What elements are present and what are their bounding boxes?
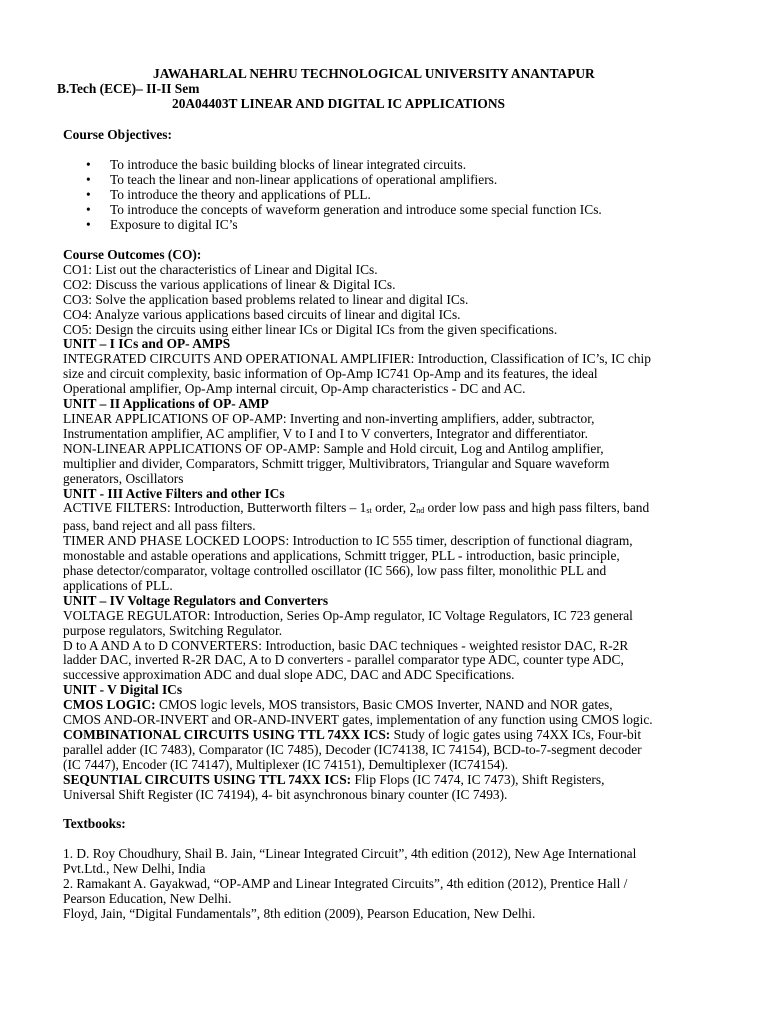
unit-5-title: UNIT - V Digital ICs bbox=[63, 682, 183, 698]
university-name: JAWAHARLAL NEHRU TECHNOLOGICAL UNIVERSITY ANANTAPUR bbox=[153, 66, 595, 81]
objective-item: • Exposure to digital IC’s bbox=[86, 216, 238, 232]
syllabus-body bbox=[63, 248, 653, 922]
program-semester: B.Tech (ECE)– II-II Sem bbox=[57, 81, 200, 96]
unit-5-sequential-text: SEQUNTIAL CIRCUITS USING TTL 74XX ICS: Flip Flops (IC 7474, IC 7473), Shift Registers, Universal Shift Register (IC 74194), 4- bit asynchronous binary counter (IC 7493). bbox=[63, 771, 605, 802]
outcome-item: CO5: Design the circuits using either linear ICs or Digital ICs from the given specifications. bbox=[63, 321, 558, 337]
unit-4-regulator-text: VOLTAGE REGULATOR: Introduction, Series Op-Amp regulator, IC Voltage Regulators, IC 723 general purpose regulators, Switching Regulator. bbox=[63, 607, 633, 638]
objective-item: • To introduce the concepts of waveform generation and introduce some special function ICs. bbox=[86, 201, 602, 217]
unit-1-text: INTEGRATED CIRCUITS AND OPERATIONAL AMPLIFIER: Introduction, Classification of IC’s, IC chip size and circuit complexity, basic information of Op-Amp IC741 Op-Amp and its features, the ideal Operational amplifier, Op-Amp internal circuit, Op-Amp characteristics - DC and AC. bbox=[63, 351, 651, 397]
bullet-icon: • bbox=[86, 201, 91, 217]
unit-1-title: UNIT – I ICs and OP- AMPS bbox=[63, 336, 231, 352]
unit-4-converter-text: D to A AND A to D CONVERTERS: Introduction, basic DAC techniques - weighted resistor DAC, R-2R ladder DAC, inverted R-2R DAC, A to D converters - parallel comparator type ADC, counter type ADC, successive approximation ADC and dual slope ADC, DAC and ADC Specifications. bbox=[63, 637, 629, 683]
bullet-icon: • bbox=[86, 157, 91, 172]
unit-3-filters-text: ACTIVE FILTERS: Introduction, Butterworth filters – $1_{st}$ order, $2_{nd}$ order low pass and high pass filters, band pass, band reject and all pass filters. bbox=[63, 500, 650, 534]
objective-item: • To introduce the theory and applications of PLL. bbox=[86, 186, 371, 202]
textbooks-heading: Textbooks: bbox=[63, 816, 126, 832]
unit-3-timer-text: TIMER AND PHASE LOCKED LOOPS: Introduction to IC 555 timer, description of functional diagram, monostable and astable operations and applications, Schmitt trigger, PLL - introduction, basic principle, phase detector/comparator, voltage controlled oscillator (IC 566), low pass filter, monolithic PLL and applications of PLL. bbox=[63, 533, 633, 593]
outcomes-heading: Course Outcomes (CO): bbox=[63, 247, 202, 262]
outcome-item: CO1: List out the characteristics of Linear and Digital ICs. bbox=[63, 261, 378, 277]
unit-5-combinational-text: COMBINATIONAL CIRCUITS USING TTL 74XX ICS: Study of logic gates using 74XX ICs, Four-bit parallel adder (IC 7483), Comparator (IC 7485), Decoder (IC74138, IC 74154), BCD-to-7-segment decoder (IC 7447), Encoder (IC 74147), Multiplexer (IC 74151), Demultiplexer (IC74154). bbox=[63, 727, 642, 772]
outcome-item: CO4: Analyze various applications based circuits of linear and digital ICs. bbox=[63, 306, 461, 322]
bullet-icon: • bbox=[86, 171, 91, 187]
textbook-item: 1. D. Roy Choudhury, Shail B. Jain, “Linear Integrated Circuit”, 4th edition (2012), New Age International Pvt.Ltd., New Delhi, India bbox=[63, 846, 637, 877]
objective-item: • To teach the linear and non-linear applications of operational amplifiers. bbox=[86, 171, 498, 187]
textbook-item: Floyd, Jain, “Digital Fundamentals”, 8th edition (2009), Pearson Education, New Delhi. bbox=[63, 905, 536, 921]
unit-2-title: UNIT – II Applications of OP- AMP bbox=[63, 396, 269, 412]
outcome-item: CO3: Solve the application based problems related to linear and digital ICs. bbox=[63, 291, 469, 307]
bullet-icon: • bbox=[86, 216, 91, 232]
outcome-item: CO2: Discuss the various applications of linear & Digital ICs. bbox=[63, 276, 396, 292]
objectives-heading: Course Objectives: bbox=[63, 127, 172, 142]
unit-3-title: UNIT - III Active Filters and other ICs bbox=[63, 485, 285, 501]
bullet-icon: • bbox=[86, 186, 91, 202]
course-title: 20A04403T LINEAR AND DIGITAL IC APPLICATIONS bbox=[172, 96, 505, 111]
unit-4-title: UNIT – IV Voltage Regulators and Converters bbox=[63, 592, 329, 608]
unit-2-nonlinear-text: NON-LINEAR APPLICATIONS OF OP-AMP: Sample and Hold circuit, Log and Antilog amplifier, multiplier and divider, Comparators, Schmitt trigger, Multivibrators, Triangular and Square waveform generators, Oscillators bbox=[63, 440, 610, 486]
unit-2-linear-text: LINEAR APPLICATIONS OF OP-AMP: Inverting and non-inverting amplifiers, adder, subtractor, Instrumentation amplifier, AC amplifier, V to I and I to V converters, Integrator and differentiator. bbox=[63, 410, 595, 441]
unit-5-cmos-text: CMOS LOGIC: CMOS logic levels, MOS transistors, Basic CMOS Inverter, NAND and NOR gates, CMOS AND-OR-INVERT and OR-AND-INVERT gates, implementation of any function using CMOS logic. bbox=[63, 697, 653, 728]
objectives-list bbox=[63, 158, 602, 233]
textbook-item: 2. Ramakant A. Gayakwad, “OP-AMP and Linear Integrated Circuits”, 4th edition (2012), Prentice Hall / Pearson Education, New Delhi. bbox=[63, 876, 628, 906]
objective-item: • To introduce the basic building blocks of linear integrated circuits. bbox=[86, 157, 467, 172]
